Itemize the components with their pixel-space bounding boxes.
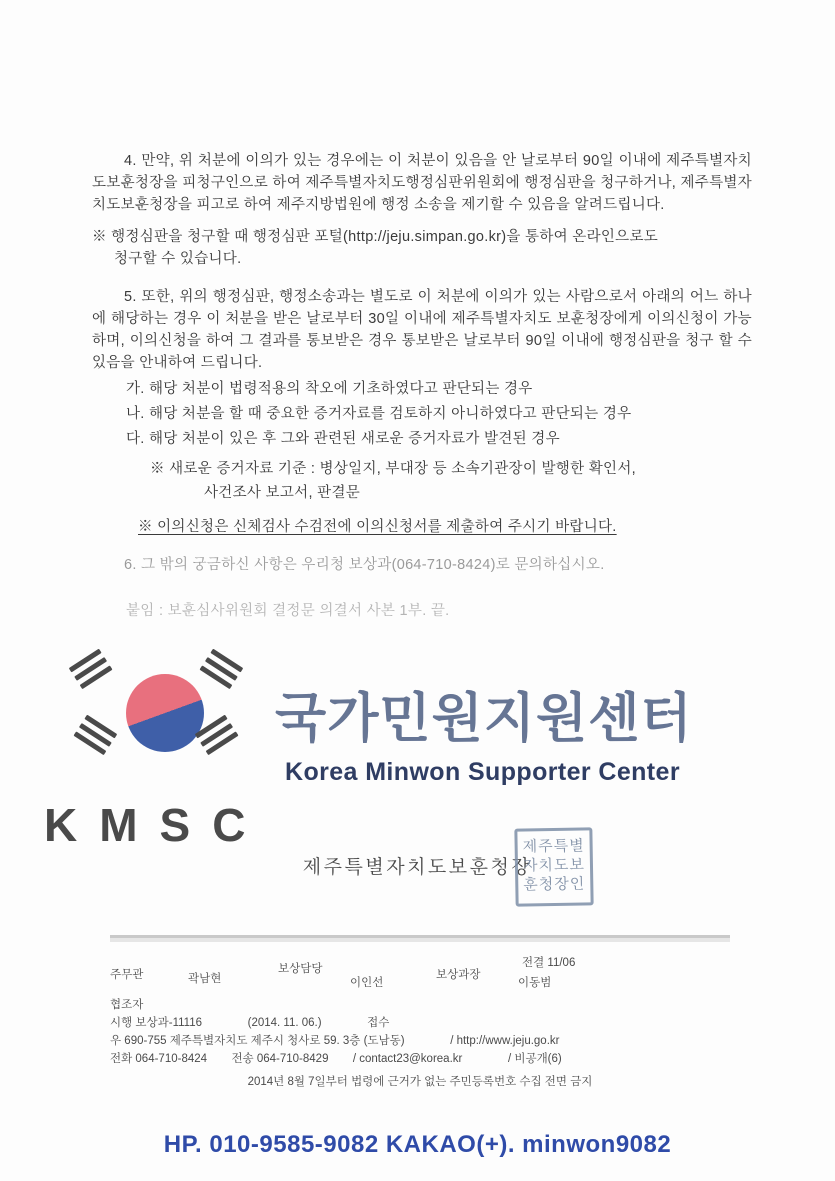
postal-address: 우 690-755 제주특별자치도 제주시 청사로 59. 3층 (도남동) — [110, 1035, 405, 1047]
issuing-authority-title: 제주특별자치도보훈청장 — [302, 857, 533, 878]
note-star-1-continued: 청구할 수 있습니다. — [114, 251, 242, 268]
footer-divider — [110, 935, 730, 942]
signer-name-3: 이동범 — [518, 977, 552, 989]
signer-name-2: 이인선 — [350, 977, 384, 989]
note-star-3: ※ 이의신청은 신체검사 수검전에 이의신청서를 제출하여 주시기 바랍니다. — [138, 519, 617, 536]
signer-role-1: 주무관 — [110, 969, 144, 981]
receipt-label: 접수 — [367, 1017, 390, 1029]
signer-role-2: 보상담당 — [278, 963, 323, 975]
official-seal-stamp: 제주특별자치도보훈청장인 — [514, 827, 593, 906]
signer-role-3: 보상과장 — [436, 969, 481, 981]
list-item-ga: 가. 해당 처분이 법령적용의 착오에 기초하였다고 판단되는 경우 — [126, 381, 533, 398]
signer-name-1: 곽남현 — [188, 973, 222, 985]
disclosure-status: / 비공개(6) — [507, 1053, 562, 1065]
signature-row — [110, 952, 730, 994]
document-number-line — [110, 1014, 730, 1030]
watermark-english-name: Korea Minwon Supporter Center — [285, 758, 680, 786]
list-item-da: 다. 해당 처분이 있은 후 그와 관련된 새로운 증거자료가 발견된 경우 — [126, 431, 560, 448]
paragraph-5: 5. 또한, 위의 행정심판, 행정소송과는 별도로 이 처분에 이의가 있는 사람으로서 아래의 어느 하나에 해당하는 경우 이 처분을 받은 날로부터 30일 이내에 제주특별자치도 보훈청장에게 이의신청이 가능하며, 이의신청을 하여 그 결과를 통보받은 경우 통보받은 날로부터 90일 이내에 행정심판을 청구 할 수 있음을 안내하여 드립니다. — [92, 289, 752, 372]
document-date: (2014. 11. 06.) — [247, 1017, 322, 1029]
address-line — [110, 1032, 730, 1048]
email-address: / contact23@korea.kr — [352, 1053, 463, 1065]
fax-number: 전송 064-710-8429 — [231, 1053, 329, 1065]
privacy-notice: 2014년 8월 7일부터 법령에 근거가 없는 주민등록번호 수집 전면 금지 — [247, 1076, 593, 1088]
homepage-url: / http://www.jeju.go.kr — [450, 1035, 560, 1047]
spacer-2 — [92, 538, 752, 554]
watermark-acronym: KMSC — [44, 799, 268, 851]
contact-banner: HP. 010-9585-9082 KAKAO(+). minwon9082 — [163, 1131, 672, 1158]
paragraph-4: 4. 만약, 위 처분에 이의가 있는 경우에는 이 처분이 있음을 안 날로부터 90일 이내에 제주특별자치도보훈청장을 피청구인으로 하여 제주특별자치도행정심판위원회에 행정심판을 청구하거나, 제주특별자치도보훈청장을 피고로 하여 제주지방법원에 행정 소송을 제기할 수 있음을 알려드립니다. — [92, 153, 752, 214]
document-footer — [110, 935, 730, 1089]
paragraph-6: 6. 그 밖의 궁금하신 사항은 우리청 보상과(064-710-8424)로 문의하십시오. — [124, 557, 605, 574]
spacer — [92, 270, 752, 286]
phone-number: 전화 064-710-8424 — [110, 1053, 208, 1065]
approval-label: 전결 11/06 — [522, 957, 576, 969]
attachment-line: 붙임 : 보훈심사위원회 결정문 의결서 사본 1부. 끝. — [126, 602, 450, 619]
contact-line — [110, 1050, 730, 1066]
note-star-2: ※ 새로운 증거자료 기준 : 병상일지, 부대장 등 소속기관장이 발행한 확인서, — [150, 461, 636, 478]
document-body — [92, 150, 752, 622]
list-item-na: 나. 해당 처분을 할 때 중요한 증거자료를 검토하지 아니하였다고 판단되는 경우 — [126, 406, 632, 423]
spacer-3 — [92, 581, 752, 597]
cooperator-line: 협조자 — [110, 999, 144, 1011]
note-star-2-continued: 사건조사 보고서, 판결문 — [204, 485, 361, 502]
watermark-korean-name: 국가민원지원센터 — [275, 689, 693, 748]
note-star-1: ※ 행정심판을 청구할 때 행정심판 포털(http://jeju.simpan.go.kr)을 통하여 온라인으로도 — [92, 229, 659, 246]
document-number: 시행 보상과-11116 — [110, 1017, 202, 1029]
